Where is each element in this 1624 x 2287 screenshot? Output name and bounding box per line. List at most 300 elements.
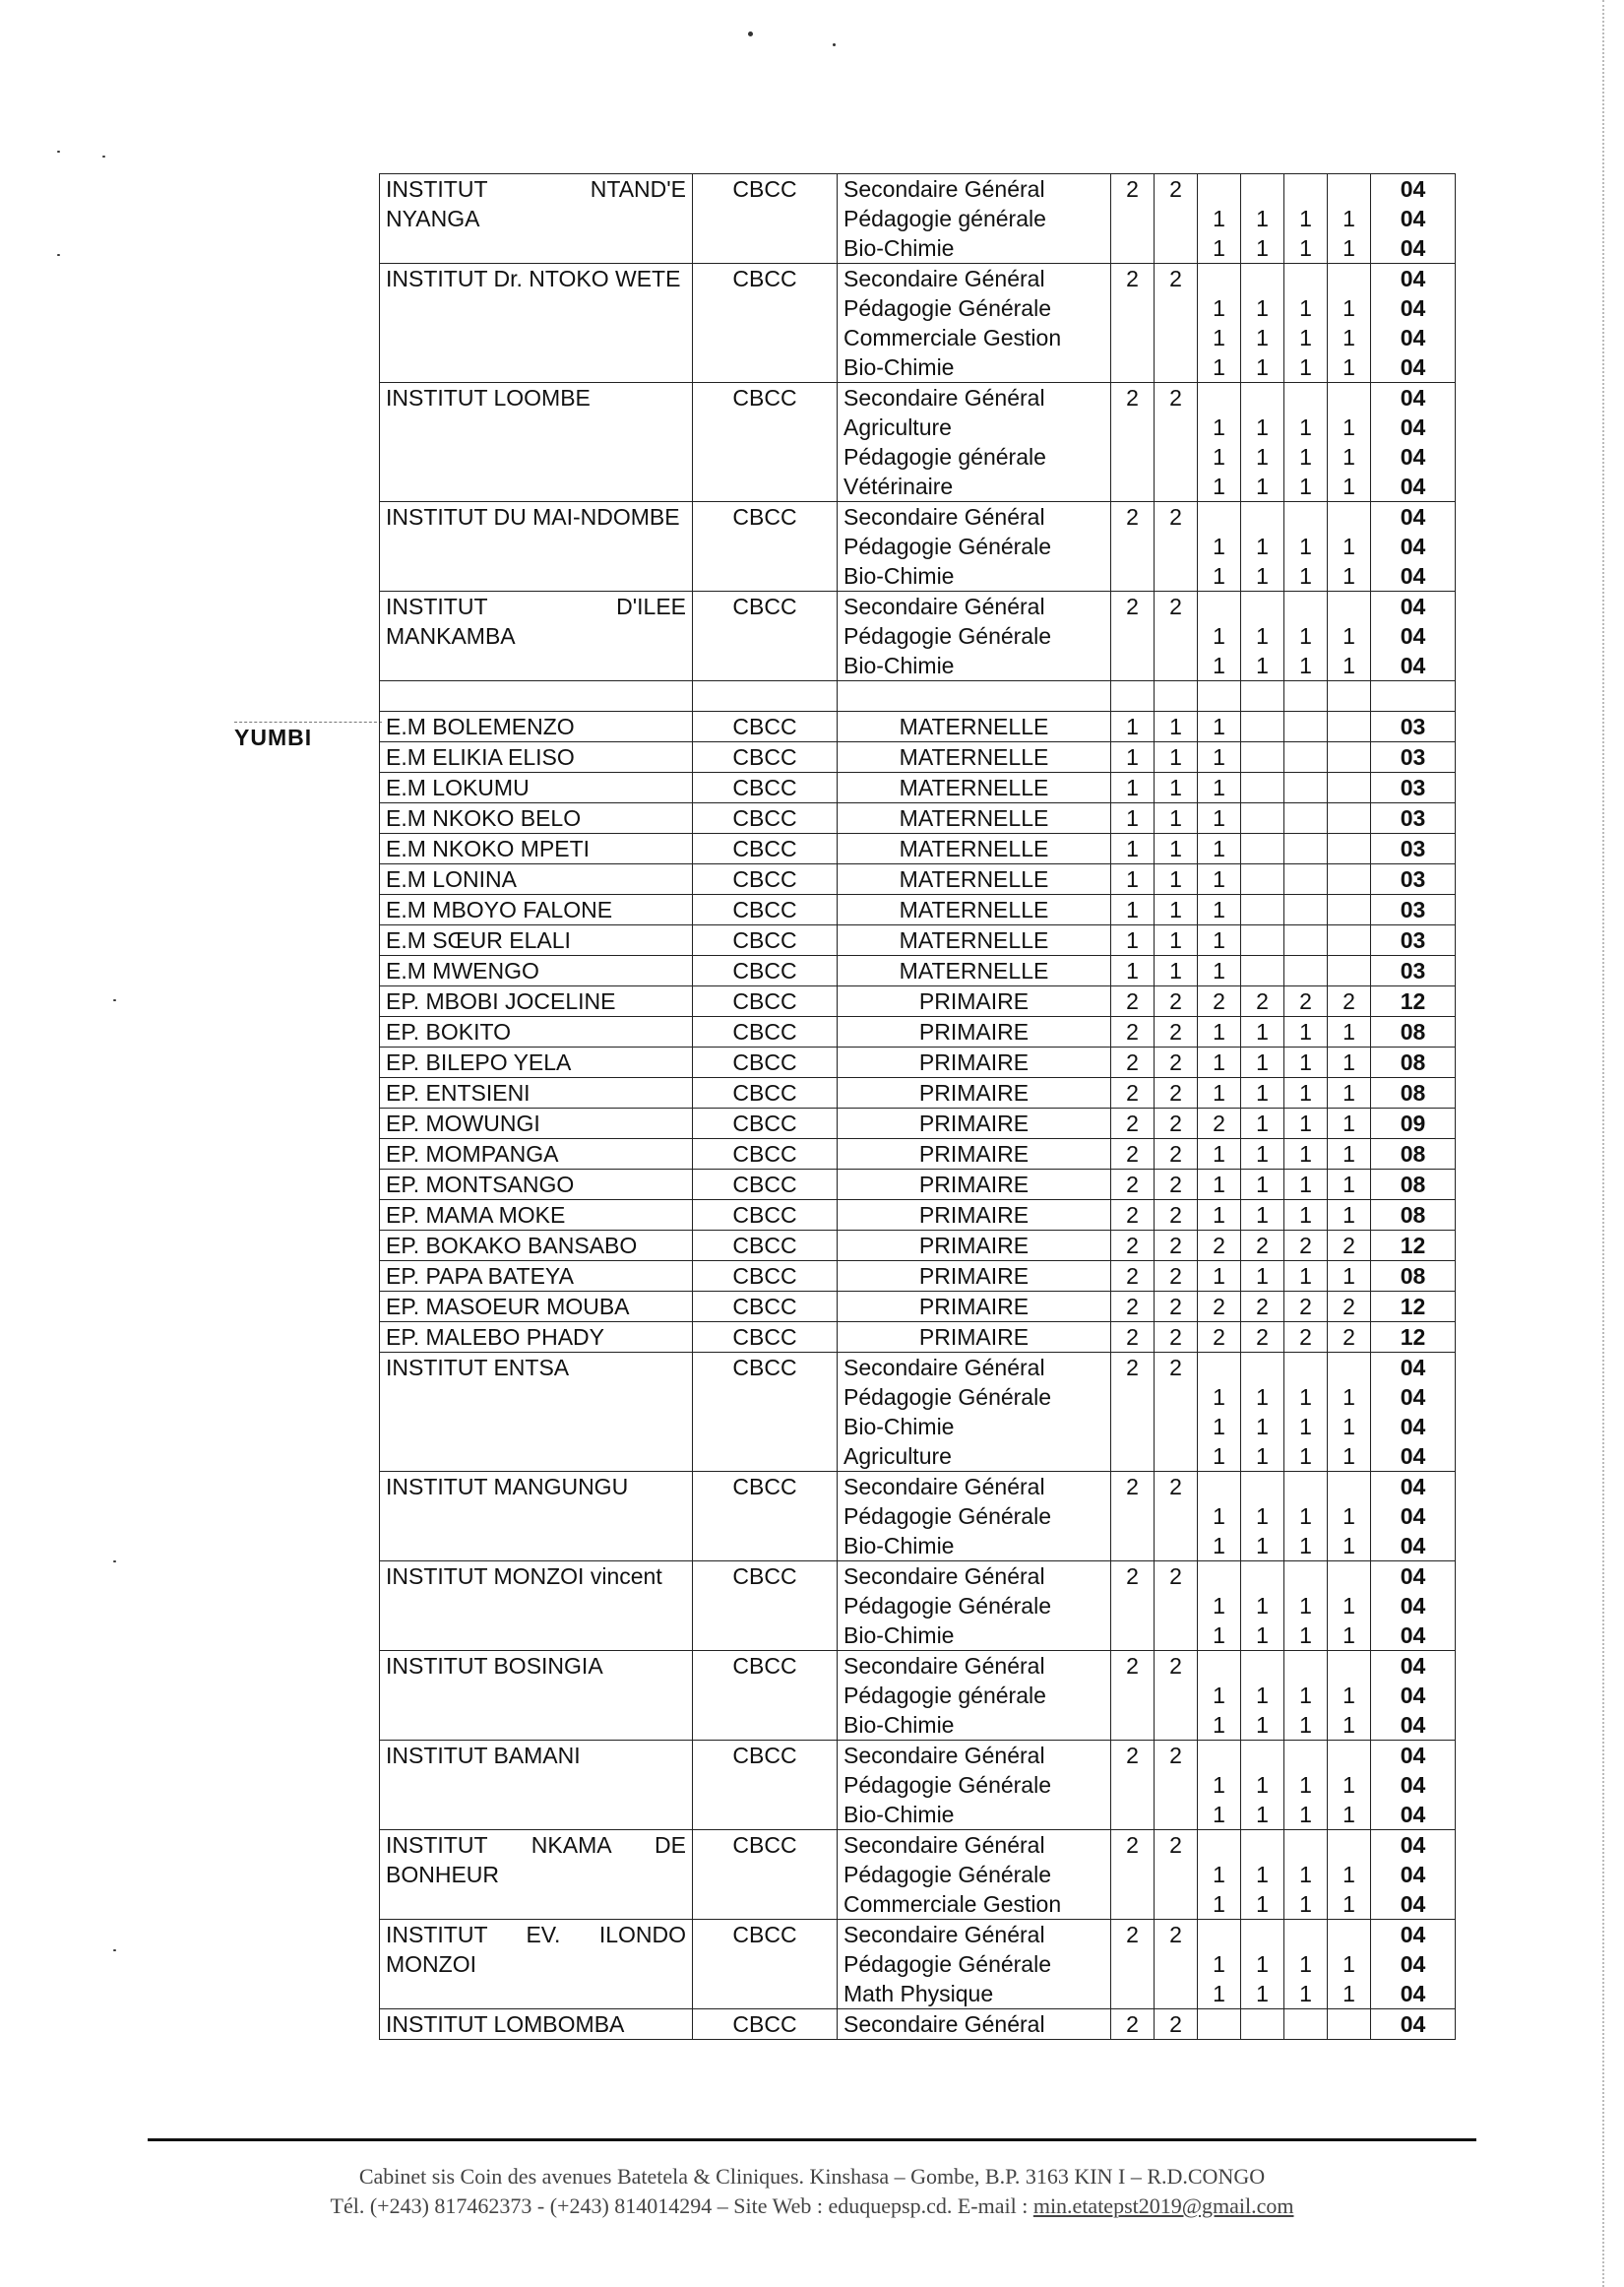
count-value: 2 (1126, 1172, 1139, 1197)
school-network: CBCC (693, 1920, 838, 2009)
count-value: 2 (1169, 594, 1182, 619)
school-row (380, 773, 1456, 803)
count-value: 1 (1343, 1891, 1355, 1917)
count-value (1204, 1472, 1234, 1501)
count-value: 1 (1343, 1622, 1355, 1648)
count-value: 1 (1169, 714, 1182, 739)
count-cell-c3 (1198, 592, 1241, 681)
option-label: Secondaire Général (843, 1563, 1045, 1589)
count-value: 1 (1213, 1414, 1225, 1439)
school-row (380, 834, 1456, 864)
count-value (1290, 1920, 1321, 1949)
school-network: CBCC (693, 773, 838, 803)
count-value (1204, 592, 1234, 621)
count-cell-c5 (1284, 1472, 1328, 1561)
count-value: 1 (1343, 474, 1355, 499)
school-name: EP. MAMA MOKE (386, 1202, 566, 1228)
count-cell-c2 (1155, 1561, 1198, 1651)
count-cell-c4 (1241, 986, 1284, 1017)
count-cell-c3 (1198, 864, 1241, 895)
count-value: 1 (1126, 927, 1139, 953)
count-value: 2 (1126, 1832, 1139, 1858)
count-value: 2 (1169, 1049, 1182, 1075)
total-cell (1371, 773, 1456, 803)
count-value: 1 (1213, 623, 1225, 649)
count-cell-c2 (1155, 1139, 1198, 1170)
school-name: E.M MBOYO FALONE (386, 897, 613, 922)
count-value: 1 (1299, 1862, 1312, 1887)
count-value (1160, 532, 1191, 561)
count-value: 1 (1299, 444, 1312, 470)
total-value: 04 (1400, 266, 1426, 291)
school-network: CBCC (693, 1830, 838, 1920)
total-cell (1371, 925, 1456, 956)
count-value (1290, 742, 1321, 772)
count-value: 1 (1169, 927, 1182, 953)
count-value (1247, 712, 1278, 741)
count-cell-c5 (1284, 834, 1328, 864)
schools-table-body (380, 174, 1456, 2040)
count-value: 1 (1213, 1202, 1225, 1228)
total-value: 04 (1400, 295, 1426, 321)
school-network: CBCC (693, 1048, 838, 1078)
count-value (1247, 742, 1278, 772)
count-value (1247, 1651, 1278, 1681)
count-value: 1 (1343, 1443, 1355, 1469)
count-cell-c1 (1111, 502, 1155, 592)
count-value: 1 (1299, 1772, 1312, 1798)
count-cell-c5 (1284, 773, 1328, 803)
count-value (1117, 323, 1148, 352)
count-cell-c3 (1198, 803, 1241, 834)
count-value (1247, 2009, 1278, 2039)
count-value: 1 (1213, 1593, 1225, 1619)
count-value (1117, 1531, 1148, 1560)
count-cell-c2 (1155, 864, 1198, 895)
option-label: MATERNELLE (899, 805, 1049, 831)
option-label: MATERNELLE (899, 744, 1049, 770)
school-name: INSTITUT Dr. NTOKO WETE (386, 266, 681, 291)
total-value: 08 (1400, 1263, 1426, 1289)
school-name: INSTITUT BAMANI (386, 1743, 581, 1768)
option-label: Pédagogie générale (843, 206, 1046, 231)
count-cell-c2 (1155, 1261, 1198, 1292)
total-cell (1371, 1231, 1456, 1261)
total-value: 03 (1400, 897, 1426, 922)
count-cell-c1 (1111, 1048, 1155, 1078)
count-cell-c2 (1155, 174, 1198, 264)
school-name: EP. BOKITO (386, 1019, 511, 1045)
region-label: YUMBI (234, 725, 313, 750)
school-row (380, 502, 1456, 592)
school-options-cell (838, 1261, 1111, 1292)
count-value: 1 (1256, 1862, 1269, 1887)
total-value: 04 (1400, 1891, 1426, 1917)
school-options-cell (838, 1322, 1111, 1353)
option-label: Secondaire Général (843, 266, 1045, 291)
count-value (1334, 264, 1364, 293)
count-value: 1 (1299, 206, 1312, 231)
school-row (380, 1200, 1456, 1231)
count-cell-c1 (1111, 2009, 1155, 2040)
school-network: CBCC (693, 1200, 838, 1231)
count-value: 1 (1213, 1772, 1225, 1798)
count-cell-c2 (1155, 1231, 1198, 1261)
count-cell-c6 (1328, 1109, 1371, 1139)
count-value: 1 (1299, 1622, 1312, 1648)
count-value: 2 (1126, 988, 1139, 1014)
count-cell-c6 (1328, 956, 1371, 986)
count-cell-c5 (1284, 895, 1328, 925)
school-name-cell (380, 1741, 693, 1830)
count-value: 1 (1213, 325, 1225, 350)
count-value: 1 (1169, 958, 1182, 984)
count-value: 1 (1343, 1683, 1355, 1708)
count-value: 1 (1299, 1263, 1312, 1289)
count-value: 1 (1256, 1443, 1269, 1469)
count-value: 2 (1343, 1233, 1355, 1258)
school-name-cell (380, 1920, 693, 2009)
total-cell (1371, 742, 1456, 773)
count-value: 1 (1256, 1172, 1269, 1197)
empty-cell (1371, 681, 1456, 712)
count-value (1160, 472, 1191, 501)
total-value: 04 (1400, 1743, 1426, 1768)
count-value: 1 (1213, 563, 1225, 589)
total-value: 04 (1400, 1653, 1426, 1679)
school-network: CBCC (693, 712, 838, 742)
count-value: 2 (1256, 1324, 1269, 1350)
count-value (1117, 1681, 1148, 1710)
school-name-cell (380, 864, 693, 895)
school-name: INSTITUT MANGUNGU (386, 1474, 629, 1499)
count-cell-c3 (1198, 834, 1241, 864)
count-value: 1 (1256, 653, 1269, 678)
count-cell-c2 (1155, 1170, 1198, 1200)
count-cell-c5 (1284, 986, 1328, 1017)
count-value: 1 (1126, 897, 1139, 922)
count-cell-c1 (1111, 1472, 1155, 1561)
count-cell-c1 (1111, 1830, 1155, 1920)
school-name: INSTITUT D'ILEE MANKAMBA (386, 594, 686, 649)
count-cell-c5 (1284, 925, 1328, 956)
school-name-cell (380, 502, 693, 592)
count-cell-c4 (1241, 773, 1284, 803)
count-value: 1 (1299, 1951, 1312, 1977)
school-network: CBCC (693, 2009, 838, 2040)
count-value: 1 (1299, 1141, 1312, 1167)
total-value: 03 (1400, 714, 1426, 739)
total-value: 04 (1400, 235, 1426, 261)
total-value: 09 (1400, 1111, 1426, 1136)
count-cell-c2 (1155, 1200, 1198, 1231)
school-name-cell (380, 925, 693, 956)
count-value (1290, 2009, 1321, 2039)
school-name-cell (380, 742, 693, 773)
school-options-cell (838, 1078, 1111, 1109)
total-value: 04 (1400, 1981, 1426, 2006)
count-value: 1 (1343, 1019, 1355, 1045)
school-row (380, 1920, 1456, 2009)
school-options-cell (838, 834, 1111, 864)
count-value (1204, 502, 1234, 532)
option-label: Bio-Chimie (843, 1712, 955, 1738)
total-cell (1371, 803, 1456, 834)
count-cell-c3 (1198, 1048, 1241, 1078)
count-value (1160, 1591, 1191, 1620)
count-value: 2 (1169, 266, 1182, 291)
option-label: Bio-Chimie (843, 1802, 955, 1827)
count-cell-c6 (1328, 1292, 1371, 1322)
total-value: 04 (1400, 1922, 1426, 1947)
option-label: PRIMAIRE (918, 1019, 1030, 1045)
empty-cell (1328, 681, 1371, 712)
count-value: 2 (1126, 1922, 1139, 1947)
count-cell-c3 (1198, 1322, 1241, 1353)
count-cell-c3 (1198, 264, 1241, 383)
count-value: 1 (1299, 1712, 1312, 1738)
count-value: 1 (1256, 1622, 1269, 1648)
count-value: 1 (1256, 1384, 1269, 1410)
school-name: EP. PAPA BATEYA (386, 1263, 574, 1289)
total-value: 12 (1400, 988, 1426, 1014)
option-label: Pédagogie générale (843, 1683, 1046, 1708)
count-cell-c3 (1198, 925, 1241, 956)
count-value: 1 (1213, 354, 1225, 380)
count-value (1204, 264, 1234, 293)
count-value: 1 (1213, 1141, 1225, 1167)
school-options-cell (838, 1017, 1111, 1048)
count-value: 1 (1256, 414, 1269, 440)
total-value: 04 (1400, 1355, 1426, 1380)
count-cell-c4 (1241, 1472, 1284, 1561)
total-value: 03 (1400, 744, 1426, 770)
count-cell-c1 (1111, 773, 1155, 803)
total-cell (1371, 1200, 1456, 1231)
count-value (1204, 1741, 1234, 1770)
option-label: PRIMAIRE (918, 1080, 1030, 1106)
count-value: 1 (1299, 1533, 1312, 1558)
count-cell-c2 (1155, 1472, 1198, 1561)
count-value: 2 (1256, 1294, 1269, 1319)
count-value (1334, 174, 1364, 204)
count-value: 1 (1213, 534, 1225, 559)
school-row (380, 1017, 1456, 1048)
count-cell-c5 (1284, 1261, 1328, 1292)
count-cell-c3 (1198, 1472, 1241, 1561)
count-cell-c1 (1111, 834, 1155, 864)
empty-cell (1241, 681, 1284, 712)
count-value: 1 (1256, 206, 1269, 231)
count-cell-c1 (1111, 986, 1155, 1017)
count-value (1117, 621, 1148, 651)
count-value: 2 (1169, 1324, 1182, 1350)
count-cell-c2 (1155, 773, 1198, 803)
count-value: 1 (1213, 206, 1225, 231)
count-cell-c1 (1111, 1200, 1155, 1231)
footer-phones-website: Tél. (+243) 817462373 - (+243) 814014294 – Site Web : eduquepsp.cd. E-mail : (330, 2193, 1033, 2218)
count-cell-c4 (1241, 1170, 1284, 1200)
school-options-cell (838, 1231, 1111, 1261)
count-value: 1 (1256, 444, 1269, 470)
option-label: MATERNELLE (899, 866, 1049, 892)
total-cell (1371, 712, 1456, 742)
spacer-row (380, 681, 1456, 712)
count-value: 2 (1126, 385, 1139, 411)
school-options-cell (838, 986, 1111, 1017)
count-value: 2 (1169, 1922, 1182, 1947)
count-value: 2 (1169, 1474, 1182, 1499)
school-name: E.M ELIKIA ELISO (386, 744, 575, 770)
count-value (1160, 1681, 1191, 1710)
school-name-cell (380, 1200, 693, 1231)
count-cell-c4 (1241, 1017, 1284, 1048)
count-value (1334, 1741, 1364, 1770)
count-cell-c1 (1111, 264, 1155, 383)
count-value (1204, 1920, 1234, 1949)
count-value (1160, 293, 1191, 323)
count-value: 2 (1126, 176, 1139, 202)
count-cell-c6 (1328, 1048, 1371, 1078)
count-value: 1 (1213, 1951, 1225, 1977)
total-cell (1371, 1017, 1456, 1048)
count-value (1117, 204, 1148, 233)
school-name: INSTITUT NTAND'E NYANGA (386, 176, 686, 231)
count-value: 1 (1256, 1111, 1269, 1136)
count-cell-c2 (1155, 895, 1198, 925)
count-cell-c1 (1111, 1741, 1155, 1830)
option-label: Vétérinaire (843, 474, 954, 499)
count-cell-c2 (1155, 1920, 1198, 2009)
count-value: 1 (1256, 325, 1269, 350)
count-value: 1 (1299, 653, 1312, 678)
count-cell-c4 (1241, 264, 1284, 383)
school-network: CBCC (693, 174, 838, 264)
count-cell-c4 (1241, 864, 1284, 895)
count-value: 2 (1126, 1080, 1139, 1106)
count-value (1247, 864, 1278, 894)
count-cell-c6 (1328, 1830, 1371, 1920)
count-cell-c4 (1241, 1261, 1284, 1292)
count-cell-c3 (1198, 712, 1241, 742)
count-cell-c4 (1241, 1078, 1284, 1109)
total-value: 04 (1400, 1772, 1426, 1798)
count-value: 1 (1299, 1683, 1312, 1708)
total-value: 04 (1400, 1832, 1426, 1858)
count-cell-c1 (1111, 1017, 1155, 1048)
count-value: 1 (1343, 1049, 1355, 1075)
count-cell-c5 (1284, 712, 1328, 742)
school-name-cell (380, 2009, 693, 2040)
school-row (380, 712, 1456, 742)
count-value: 1 (1169, 775, 1182, 800)
count-value: 1 (1343, 1593, 1355, 1619)
count-value: 2 (1126, 1743, 1139, 1768)
count-value (1290, 1472, 1321, 1501)
count-cell-c6 (1328, 1353, 1371, 1472)
count-value: 1 (1169, 836, 1182, 861)
school-name-cell (380, 1170, 693, 1200)
total-value: 04 (1400, 1622, 1426, 1648)
school-row (380, 1109, 1456, 1139)
school-options-cell (838, 895, 1111, 925)
count-cell-c6 (1328, 925, 1371, 956)
count-value: 2 (1126, 1324, 1139, 1350)
count-value (1290, 592, 1321, 621)
count-value: 1 (1343, 1414, 1355, 1439)
school-name: E.M NKOKO MPETI (386, 836, 591, 861)
count-value: 2 (1299, 988, 1312, 1014)
school-options-cell (838, 742, 1111, 773)
count-value: 2 (1169, 1653, 1182, 1679)
school-name: INSTITUT LOMBOMBA (386, 2011, 625, 2037)
count-value (1334, 773, 1364, 802)
count-value: 1 (1299, 1172, 1312, 1197)
option-label: PRIMAIRE (918, 1111, 1030, 1136)
school-row (380, 803, 1456, 834)
school-options-cell (838, 2009, 1111, 2040)
count-value (1117, 1412, 1148, 1441)
school-name-cell (380, 712, 693, 742)
count-cell-c1 (1111, 1109, 1155, 1139)
school-row (380, 986, 1456, 1017)
count-value (1290, 956, 1321, 985)
total-value: 04 (1400, 623, 1426, 649)
count-value: 1 (1256, 534, 1269, 559)
footer-address: Cabinet sis Coin des avenues Batetela & Cliniques. Kinshasa – Gombe, B.P. 3163 KIN I – R.D.CONGO (358, 2164, 1266, 2189)
count-value: 1 (1213, 1802, 1225, 1827)
school-name-cell (380, 1472, 693, 1561)
total-value: 08 (1400, 1019, 1426, 1045)
count-value (1247, 383, 1278, 413)
count-value: 1 (1256, 1951, 1269, 1977)
count-value (1334, 803, 1364, 833)
option-label: MATERNELLE (899, 714, 1049, 739)
count-value: 1 (1299, 623, 1312, 649)
school-network: CBCC (693, 864, 838, 895)
count-value: 2 (1126, 504, 1139, 530)
count-value: 1 (1343, 1141, 1355, 1167)
count-value (1334, 383, 1364, 413)
count-cell-c5 (1284, 1109, 1328, 1139)
count-cell-c6 (1328, 1651, 1371, 1741)
school-options-cell (838, 925, 1111, 956)
empty-cell (838, 681, 1111, 712)
count-value: 2 (1169, 1743, 1182, 1768)
count-value: 1 (1343, 653, 1355, 678)
option-label: Bio-Chimie (843, 1622, 955, 1648)
count-cell-c3 (1198, 1830, 1241, 1920)
count-value: 1 (1343, 1712, 1355, 1738)
total-value: 04 (1400, 325, 1426, 350)
count-value (1160, 1412, 1191, 1441)
count-value: 1 (1256, 623, 1269, 649)
count-cell-c6 (1328, 803, 1371, 834)
school-name: E.M LOKUMU (386, 775, 530, 800)
count-value: 1 (1299, 1503, 1312, 1529)
count-value: 1 (1256, 1533, 1269, 1558)
count-value (1117, 1591, 1148, 1620)
total-value: 03 (1400, 836, 1426, 861)
total-value: 04 (1400, 504, 1426, 530)
count-value: 1 (1213, 1503, 1225, 1529)
school-network: CBCC (693, 956, 838, 986)
count-value: 2 (1256, 988, 1269, 1014)
scan-edge-artifact (1602, 0, 1624, 2287)
total-value: 04 (1400, 1712, 1426, 1738)
count-cell-c2 (1155, 383, 1198, 502)
count-value: 1 (1213, 1862, 1225, 1887)
